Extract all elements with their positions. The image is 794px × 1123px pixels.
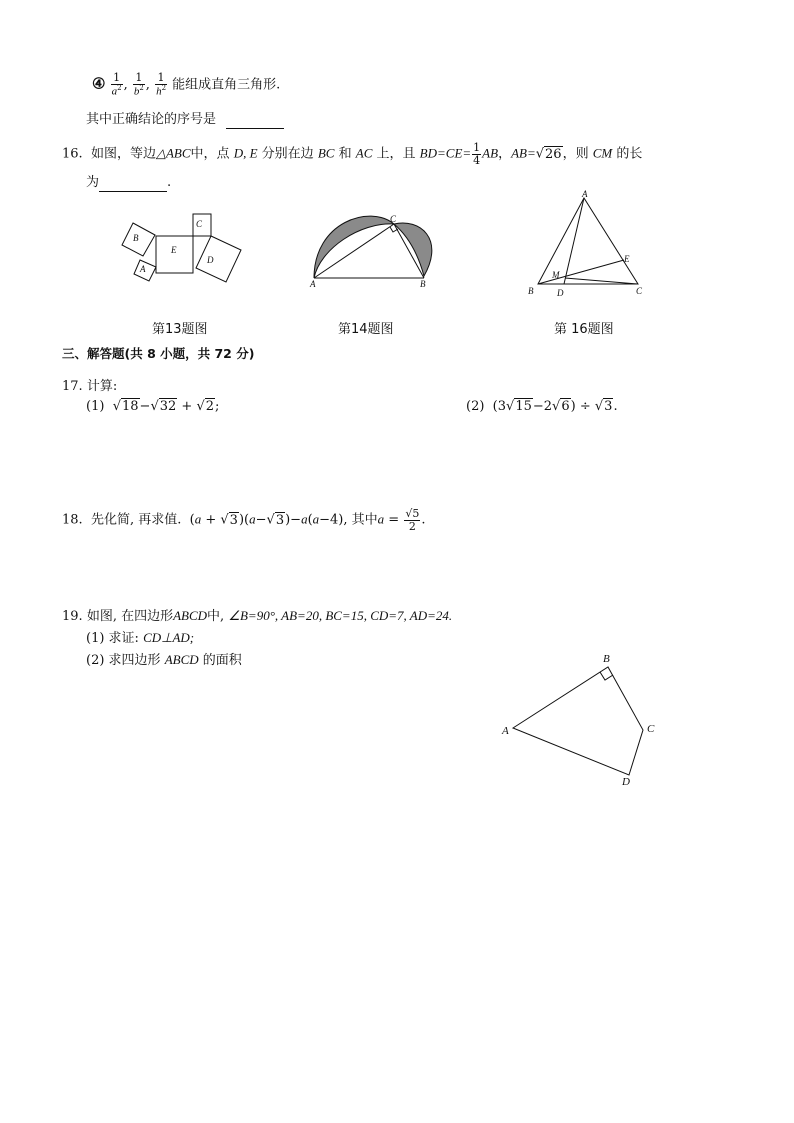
square-d bbox=[196, 236, 241, 282]
question-16-blank[interactable] bbox=[99, 175, 167, 192]
section-3-heading: 三、解答题(共 8 小题，共 72 分) bbox=[62, 346, 255, 361]
answer-prompt bbox=[86, 112, 284, 129]
question-19-part-1: (1) 求证: CD⊥AD; bbox=[86, 630, 195, 646]
item-4: ④ $\frac{1}{a^2}$ , $\frac{1}{b^2}$ , $\frac{1}{h^2}$ 能组成直角三角形. bbox=[92, 71, 281, 98]
fig14-label-a: A bbox=[310, 279, 316, 289]
fig16-label-c: C bbox=[636, 286, 643, 296]
fig13-label-e: E bbox=[171, 245, 177, 255]
fig16-label-d: D bbox=[557, 288, 564, 298]
figure-16 bbox=[526, 188, 644, 298]
question-19-part-2: (2) 求四边形 ABCD 的面积 bbox=[86, 652, 242, 668]
question-16: 16. 如图，等边△ABC中，点 D, E 分别在边 BC 和 AC 上，且 BD=CE= $\frac{1}{4}$ AB，AB=√26，则 CM 的长 bbox=[62, 141, 643, 167]
fig16-label-e: E bbox=[624, 254, 630, 264]
fig16-label-m: M bbox=[552, 270, 560, 280]
fig19-label-c: C bbox=[647, 723, 655, 735]
fig14-label-c: C bbox=[390, 214, 397, 224]
fig14-label-b: B bbox=[420, 279, 426, 289]
fig13-label-b: B bbox=[133, 233, 139, 243]
figure-19 bbox=[496, 648, 668, 792]
fig16-label-a: A bbox=[582, 189, 588, 199]
fraction-one-quarter: $\frac{1}{4}$ bbox=[473, 141, 481, 167]
question-16-number: 16. bbox=[62, 146, 83, 162]
caption-fig16: 第 16题图 bbox=[554, 322, 614, 337]
fig19-label-d: D bbox=[622, 776, 630, 788]
question-17-part-2: (2) (3√15−2√6) ÷ √3. bbox=[466, 399, 618, 414]
fraction-1-over-h2: $\frac{1}{h^2}$ bbox=[156, 71, 167, 98]
item-4-number: ④ bbox=[92, 74, 106, 93]
fig16-label-b: B bbox=[528, 286, 534, 296]
question-16-line2: 为 . bbox=[86, 175, 172, 190]
fig19-label-a: A bbox=[502, 725, 509, 737]
item-4-text: 能组成直角三角形. bbox=[172, 77, 281, 93]
question-17: 17. 计算: bbox=[62, 379, 118, 394]
fig13-label-d: D bbox=[207, 255, 214, 265]
answer-blank[interactable] bbox=[226, 112, 284, 129]
fraction-root5-over-2: $\frac{√5}{2}$ bbox=[405, 507, 420, 533]
fraction-1-over-a2: $\frac{1}{a^2}$ bbox=[111, 71, 122, 98]
caption-fig14: 第14题图 bbox=[338, 322, 394, 337]
caption-fig13: 第13题图 bbox=[152, 322, 208, 337]
question-19: 19. 如图, 在四边形ABCD中, ∠B=90°, AB=20, BC=15, CD=7, AD=24. bbox=[62, 608, 453, 624]
fig13-label-a: A bbox=[140, 264, 146, 274]
fig19-label-b: B bbox=[603, 653, 610, 665]
question-18: 18. 先化简, 再求值. (a + √3)(a−√3)−a(a−4), 其中a = $\frac{√5}{2}$ . bbox=[62, 507, 426, 533]
question-17-part-1: (1) √18−√32 + √2; bbox=[86, 399, 220, 414]
figure-13 bbox=[118, 208, 248, 286]
answer-prompt-text: 其中正确结论的序号是 bbox=[86, 112, 217, 127]
fraction-1-over-b2: $\frac{1}{b^2}$ bbox=[133, 71, 144, 98]
fig13-label-c: C bbox=[196, 219, 203, 229]
square-b bbox=[122, 223, 155, 256]
figure-14 bbox=[300, 204, 446, 294]
